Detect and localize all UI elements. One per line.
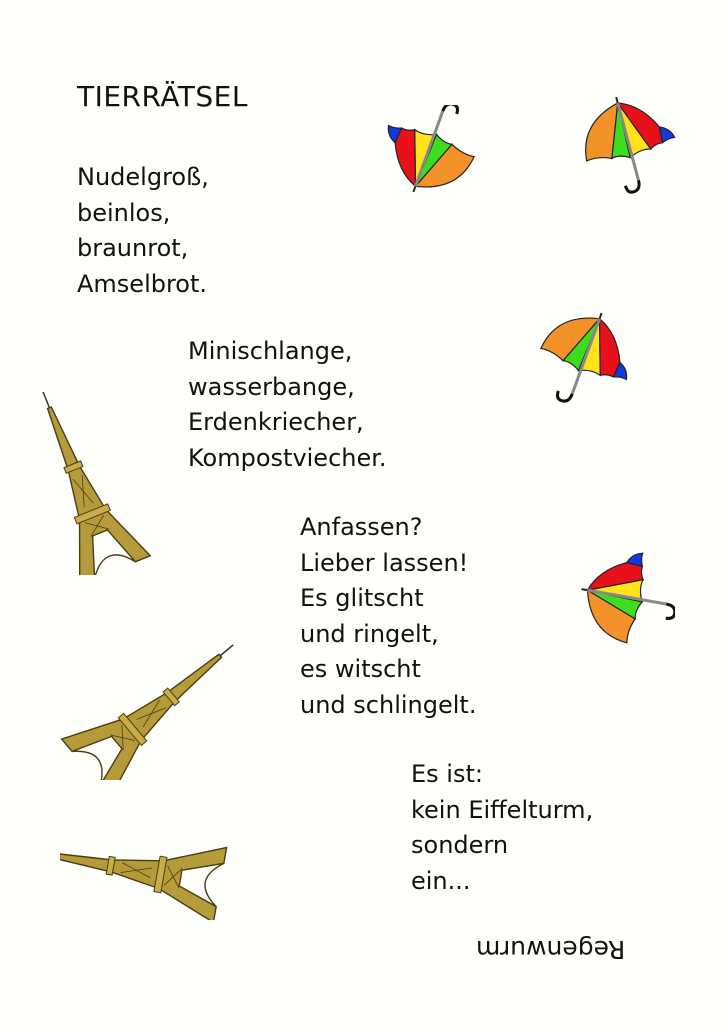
umbrella-icon bbox=[370, 105, 480, 220]
answer-upside-down: Regenwurm bbox=[476, 935, 626, 964]
umbrella-icon bbox=[565, 90, 685, 210]
stanza-3 bbox=[300, 510, 476, 723]
page-title: TIERRÄTSEL bbox=[77, 80, 248, 113]
poem-line: und schlingelt. bbox=[300, 690, 477, 719]
poem-line: Kompostviecher. bbox=[188, 443, 387, 472]
stanza-2 bbox=[188, 334, 387, 476]
stanza-1 bbox=[77, 160, 209, 302]
umbrella-icon bbox=[555, 525, 675, 645]
poem-line: sondern bbox=[411, 831, 509, 859]
eiffel-tower-icon bbox=[40, 375, 190, 575]
poem-line: kein Eiffelturm, bbox=[411, 795, 594, 824]
poem-line: Lieber lassen! bbox=[300, 548, 469, 577]
poem-line: ein... bbox=[411, 866, 471, 895]
stanza-4 bbox=[411, 757, 593, 899]
eiffel-tower-icon bbox=[50, 615, 240, 780]
poem-line: beinlos, bbox=[77, 198, 171, 227]
poem-line: wasserbange, bbox=[188, 372, 355, 401]
poem-line: Es ist: bbox=[411, 760, 483, 788]
poem-line: und ringelt, bbox=[300, 619, 439, 648]
eiffel-tower-icon bbox=[60, 815, 265, 920]
umbrella-icon bbox=[535, 310, 650, 425]
poem-line: Es glitscht bbox=[300, 584, 424, 612]
poem-line: Amselbrot. bbox=[77, 269, 208, 298]
poem-line: Minischlange, bbox=[188, 337, 353, 365]
poem-line: braunrot, bbox=[77, 234, 189, 262]
poem-line: Anfassen? bbox=[300, 513, 423, 541]
poem-line: Nudelgroß, bbox=[77, 163, 209, 191]
poem-line: es witscht bbox=[300, 655, 421, 683]
poem-line: Erdenkriecher, bbox=[188, 408, 364, 436]
